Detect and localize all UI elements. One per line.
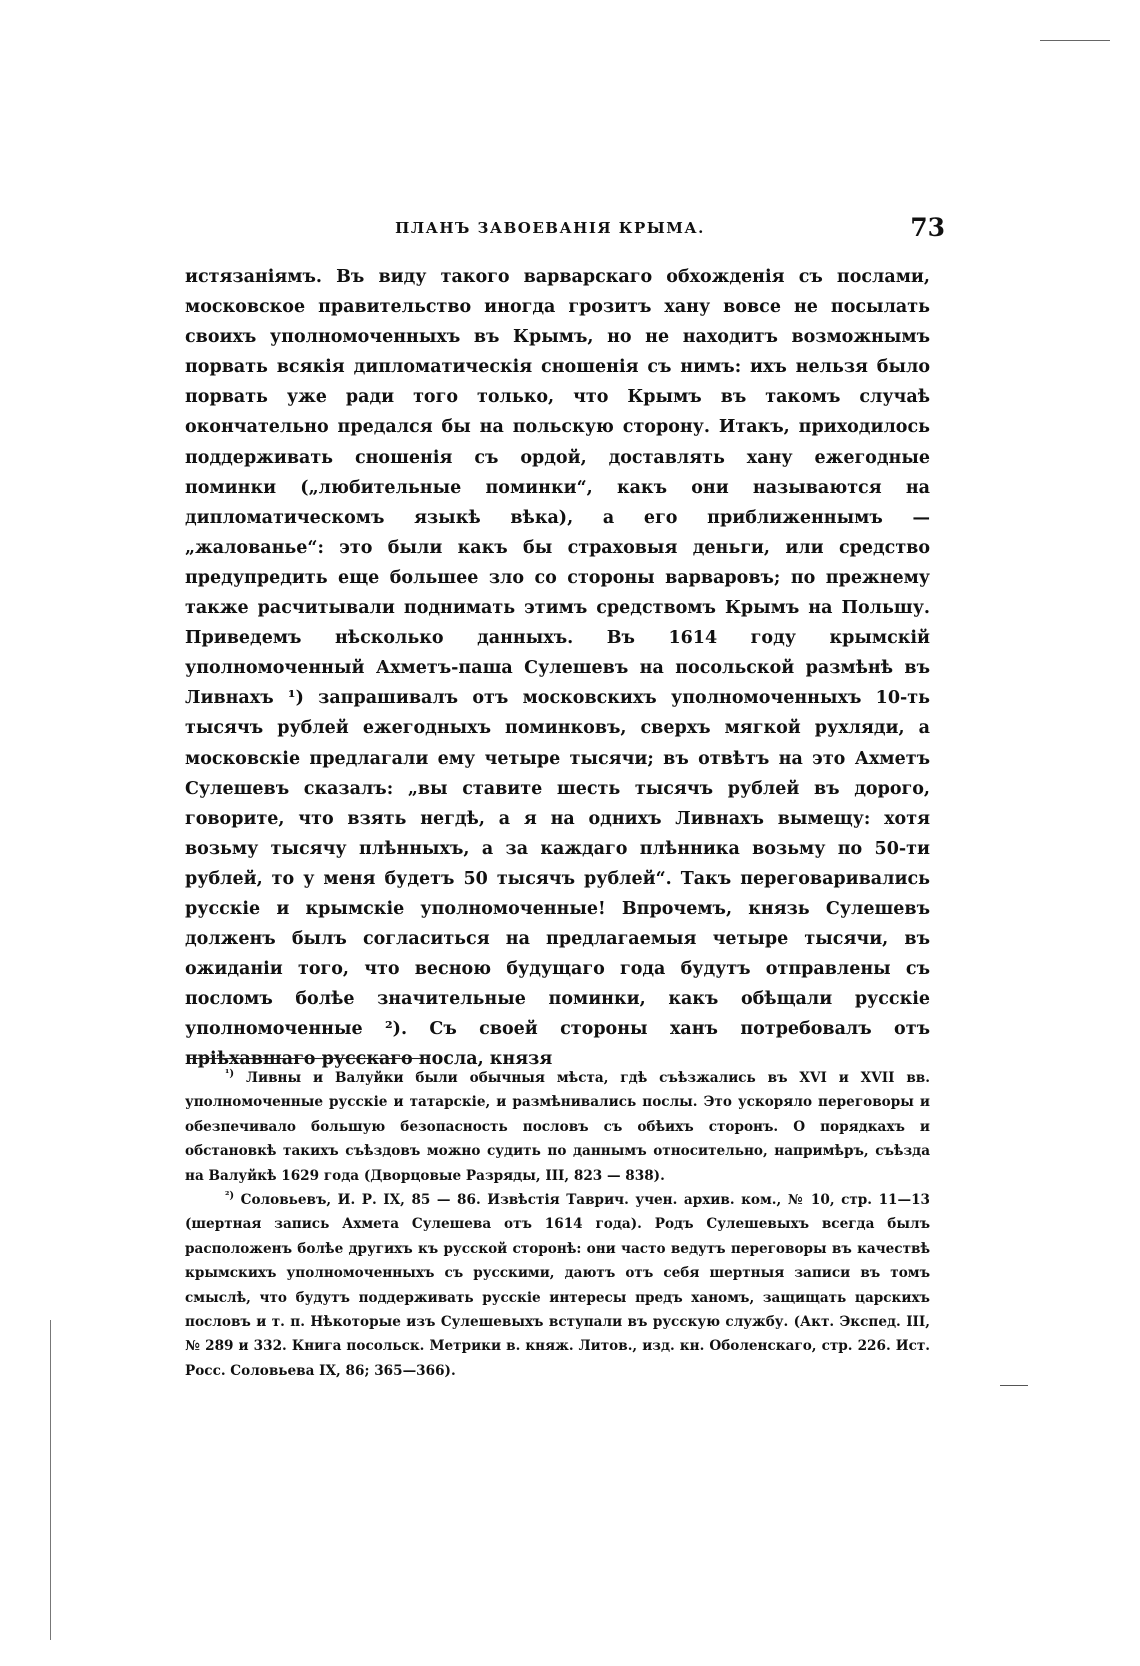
margin-dash	[1000, 1385, 1028, 1386]
footnote-mark: ²)	[225, 1190, 235, 1202]
footnote-1	[185, 1066, 930, 1188]
page-number: 73	[910, 213, 945, 242]
footnote-text: Соловьевъ, И. Р. IX, 85 — 86. Извѣстія Таврич. учен. архив. ком., № 10, стр. 11—13 (шертная запись Ахмета Сулешева отъ 1614 года). Родъ Сулешевыхъ всегда былъ расположенъ болѣе другихъ къ русской сторонѣ: они часто ведутъ переговоры въ качествѣ крымскихъ уполномоченныхъ съ русскими, даютъ отъ себя шертныя записи въ томъ смыслѣ, что будутъ поддерживать русскіе интересы предъ ханомъ, защищать царскихъ пословъ и т. п. Нѣкоторые изъ Сулешевыхъ вступали въ русскую службу. (Акт. Экспед. III, № 289 и 332. Книга посольск. Метрики в. княж. Литов., изд. кн. Оболенскаго, стр. 226. Ист. Росс. Соловьева IX, 86; 365—366).	[185, 1192, 930, 1379]
footnote-2	[185, 1188, 930, 1383]
footnote-separator	[190, 1058, 430, 1059]
running-title: ПЛАНЪ ЗАВОЕВАНІЯ КРЫМА.	[395, 219, 705, 237]
footnotes	[185, 1066, 930, 1383]
binding-edge-line	[50, 1320, 51, 1640]
footnote-mark: ¹)	[225, 1068, 235, 1080]
body-paragraph: истязаніямъ. Въ виду такого варварскаго обхожденія съ послами, московское правительство иногда грозитъ хану вовсе не посылать своихъ уполномоченныхъ въ Крымъ, но не находитъ возможнымъ порвать всякія дипломатическія сношенія съ нимъ: ихъ нельзя было порвать уже ради того только, что Крымъ въ такомъ случаѣ окончательно предался бы на польскую сторону. Итакъ, приходилось поддерживать сношенія съ ордой, доставлять хану ежегодные поминки („любительные поминки“, какъ они называются на дипломатическомъ языкѣ вѣка), а его приближеннымъ — „жалованье“: это были какъ бы страховыя деньги, или средство предупредить еще большее зло со стороны варваровъ; по прежнему также расчитывали поднимать этимъ средствомъ Крымъ на Польшу. Приведемъ нѣсколько данныхъ. Въ 1614 году крымскій уполномоченный Ахметъ-паша Сулешевъ на посольской размѣнѣ въ Ливнахъ ¹) запрашивалъ отъ московскихъ уполномоченныхъ 10-ть тысячъ рублей ежегодныхъ поминковъ, сверхъ мягкой рухляди, а московскіе предлагали ему четыре тысячи; въ отвѣтъ на это Ахметъ Сулешевъ сказалъ: „вы ставите шесть тысячъ рублей въ дорого, говорите, что взять негдѣ, а я на однихъ Ливнахъ вымещу: хотя возьму тысячу плѣнныхъ, а за каждаго плѣнника возьму по 50-ти рублей, то у меня будетъ 50 тысячъ рублей“. Такъ переговаривались русскіе и крымскіе уполномоченные! Впрочемъ, князь Сулешевъ долженъ былъ согласиться на предлагаемыя четыре тысячи, въ ожиданіи того, что весною будущаго года будутъ отправлены съ посломъ болѣе значительные поминки, какъ обѣщали русскіе уполномоченные ²). Съ своей стороны ханъ потребовалъ отъ пріѣхавшаго русскаго посла, князя	[185, 267, 930, 1070]
footnote-text: Ливны и Валуйки были обычныя мѣста, гдѣ съѣзжались въ XVI и XVII вв. уполномоченные русскіе и татарскіе, и размѣнивались послы. Это ускоряло переговоры и обезпечивало большую безопасность пословъ съ обѣихъ сторонъ. О порядкахъ и обстановкѣ такихъ съѣздовъ можно судить по даннымъ относительно, напримѣръ, съѣзда на Валуйкѣ 1629 года (Дворцовые Разряды, III, 823 — 838).	[185, 1070, 930, 1184]
top-edge-rule	[1040, 40, 1110, 41]
page-header	[185, 213, 945, 245]
